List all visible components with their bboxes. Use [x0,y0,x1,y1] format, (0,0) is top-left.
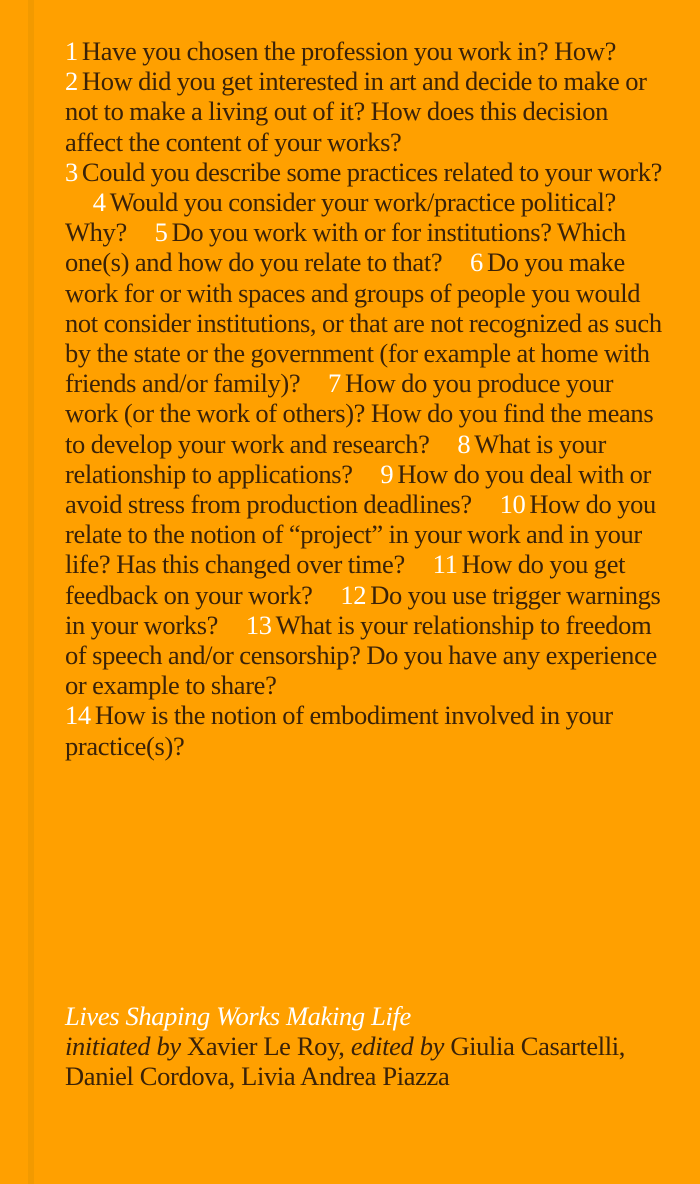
question-number: 2 [65,66,78,97]
question-1 [65,36,616,66]
question-2 [65,66,647,156]
question-number: 4 [92,187,106,218]
question-text: How do you relate to the notion of “project” in your work and in your life? Has this changed over time? [65,489,656,580]
question-number: 5 [154,217,168,248]
book-spine-edge [28,0,34,1184]
question-text: How do you get feedback on your work? [65,549,626,610]
book-credits [65,1001,685,1091]
editor-names: Giulia Casartelli, Daniel Cordova, Livia Andrea Piazza [65,1031,626,1091]
question-text: How is the notion of embodiment involved in your practice(s)? [65,700,613,761]
question-number: 6 [470,247,483,278]
question-3 [65,157,662,187]
question-number: 14 [65,700,91,731]
question-text: Have you chosen the profession you work in? How? [81,36,617,66]
question-text: What is your relationship to freedom of speech and/or censorship? Do you have any experience or example to share? [65,609,657,701]
question-text: Do you make work for or with spaces and groups of people you would not consider institutions, or that are not recognized as such by the state or the government (for example at home with friends and/or family)? [65,247,662,399]
question-number: 10 [499,489,526,520]
book-title: Lives Shaping Works Making Life [65,1001,411,1031]
question-text: How do you deal with or avoid stress from production deadlines? [65,458,652,520]
question-text: Would you consider your work/practice political? Why? [65,187,616,248]
edited-by-label: edited by [350,1031,445,1061]
initiated-by-label: initiated by [65,1031,181,1061]
question-number: 11 [432,549,458,580]
question-14 [65,700,613,760]
question-text: How did you get interested in art and decide to make or not to make a living out of it? How does this decision affect the content of your works? [65,66,647,157]
question-number: 13 [245,609,272,640]
question-number: 12 [340,579,367,610]
question-text: Do you use trigger warnings in your works? [65,579,661,640]
question-number: 8 [457,428,471,459]
question-number: 9 [380,458,394,489]
question-text: Could you describe some practices related to your work? [81,156,663,187]
question-number: 3 [65,156,78,187]
question-list [65,36,670,761]
question-text: What is your relationship to applications? [65,428,606,489]
question-text: Do you work with or for institutions? Which one(s) and how do you relate to that? [65,217,626,278]
question-text: How do you produce your work (or the work of others)? How do you find the means to develop your work and research? [65,368,654,459]
initiator-name: Xavier Le Roy, [187,1031,345,1061]
question-number: 7 [328,368,341,399]
question-number: 1 [65,36,78,66]
